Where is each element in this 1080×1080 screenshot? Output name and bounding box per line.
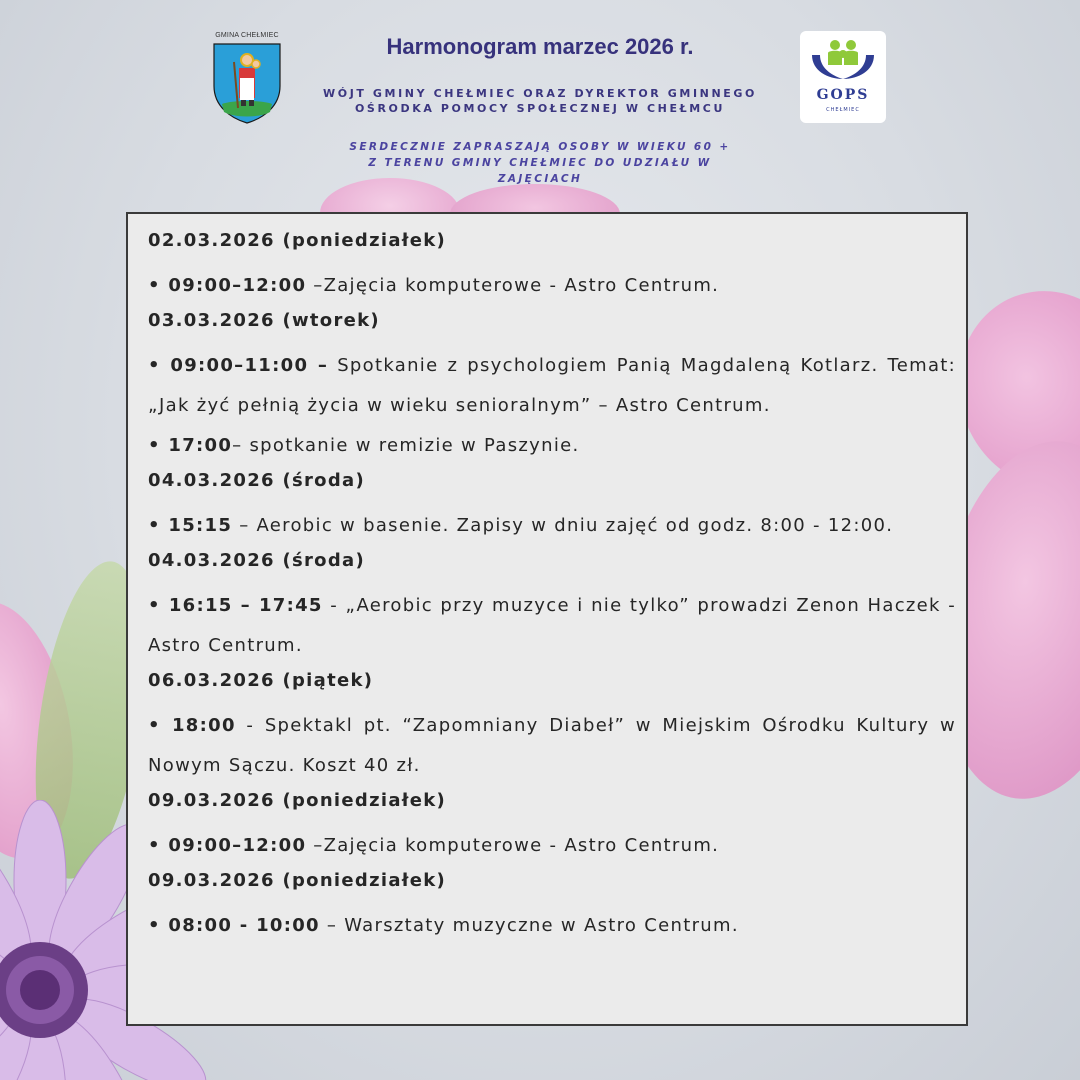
family-hands-icon (808, 37, 878, 85)
entry-time: • 17:00 (148, 435, 233, 456)
entry-description: – Warsztaty muzyczne w Astro Centrum. (319, 915, 739, 936)
coat-of-arms-icon (212, 42, 282, 124)
schedule-date: 02.03.2026 (poniedziałek) (148, 230, 447, 251)
entry-description: – spotkanie w remizie w Paszynie. (232, 435, 580, 456)
schedule-entry (148, 586, 956, 666)
entry-time: • 09:00–11:00 – (148, 355, 329, 376)
schedule-date: 06.03.2026 (piątek) (148, 670, 374, 691)
invitation-line-3: ZAJĘCIACH (497, 173, 583, 185)
header (0, 0, 1080, 210)
entry-time: • 16:15 – 17:45 (148, 595, 323, 616)
invitation-line-2: Z TERENU GMINY CHEŁMIEC DO UDZIAŁU W (368, 157, 712, 169)
schedule-entry (148, 426, 956, 466)
schedule-entry (148, 346, 956, 426)
schedule-date: 09.03.2026 (poniedziałek) (148, 790, 447, 811)
entry-time: • 18:00 (148, 715, 236, 736)
schedule-entry (148, 906, 956, 946)
schedule-date: 04.03.2026 (środa) (148, 470, 365, 491)
schedule-entry (148, 826, 956, 866)
schedule-entry (148, 266, 956, 306)
entry-time: • 08:00 - 10:00 (148, 915, 320, 936)
entry-description: Spotkanie z psychologiem Panią Magdaleną Kotlarz. Temat: „Jak żyć pełnią życia w wieku senioralnym” – Astro Centrum. (148, 355, 956, 416)
gops-title: GOPS (816, 87, 870, 103)
entry-description: - Spektakl pt. “Zapomniany Diabeł” w Miejskim Ośrodku Kultury w Nowym Sączu. Koszt 40 zł. (148, 715, 956, 776)
entry-time: • 09:00–12:00 (148, 835, 307, 856)
schedule-date: 04.03.2026 (środa) (148, 550, 365, 571)
crest-label: GMINA CHEŁMIEC (215, 32, 279, 39)
entry-description: - „Aerobic przy muzyce i nie tylko” prowadzi Zenon Haczek - Astro Centrum. (148, 595, 956, 656)
schedule-entry (148, 706, 956, 786)
invitation-line-1: SERDECZNIE ZAPRASZAJĄ OSOBY W WIEKU 60 + (349, 141, 731, 153)
entry-description: – Aerobic w basenie. Zapisy w dniu zajęć od godz. 8:00 - 12:00. (232, 515, 894, 536)
organizer-line-1: WÓJT GMINY CHEŁMIEC ORAZ DYREKTOR GMINNEGO (323, 87, 757, 100)
gmina-crest (210, 32, 284, 126)
schedule-date: 03.03.2026 (wtorek) (148, 310, 380, 331)
organizer-text (300, 86, 780, 116)
entry-description: –Zajęcia komputerowe - Astro Centrum. (306, 275, 720, 296)
schedule-entry (148, 506, 956, 546)
organizer-line-2: OŚRODKA POMOCY SPOŁECZNEJ W CHEŁMCU (354, 102, 726, 115)
schedule-list (148, 226, 956, 946)
entry-description: –Zajęcia komputerowe - Astro Centrum. (306, 835, 720, 856)
schedule-date: 09.03.2026 (poniedziałek) (148, 870, 447, 891)
entry-time: • 15:15 (148, 515, 233, 536)
entry-time: • 09:00–12:00 (148, 275, 307, 296)
page-title: Harmonogram marzec 2026 r. (386, 34, 694, 59)
invitation-text (320, 139, 760, 187)
gops-logo (800, 31, 886, 123)
schedule-panel (126, 212, 968, 1026)
gops-subtitle: CHEŁMIEC (826, 107, 860, 113)
